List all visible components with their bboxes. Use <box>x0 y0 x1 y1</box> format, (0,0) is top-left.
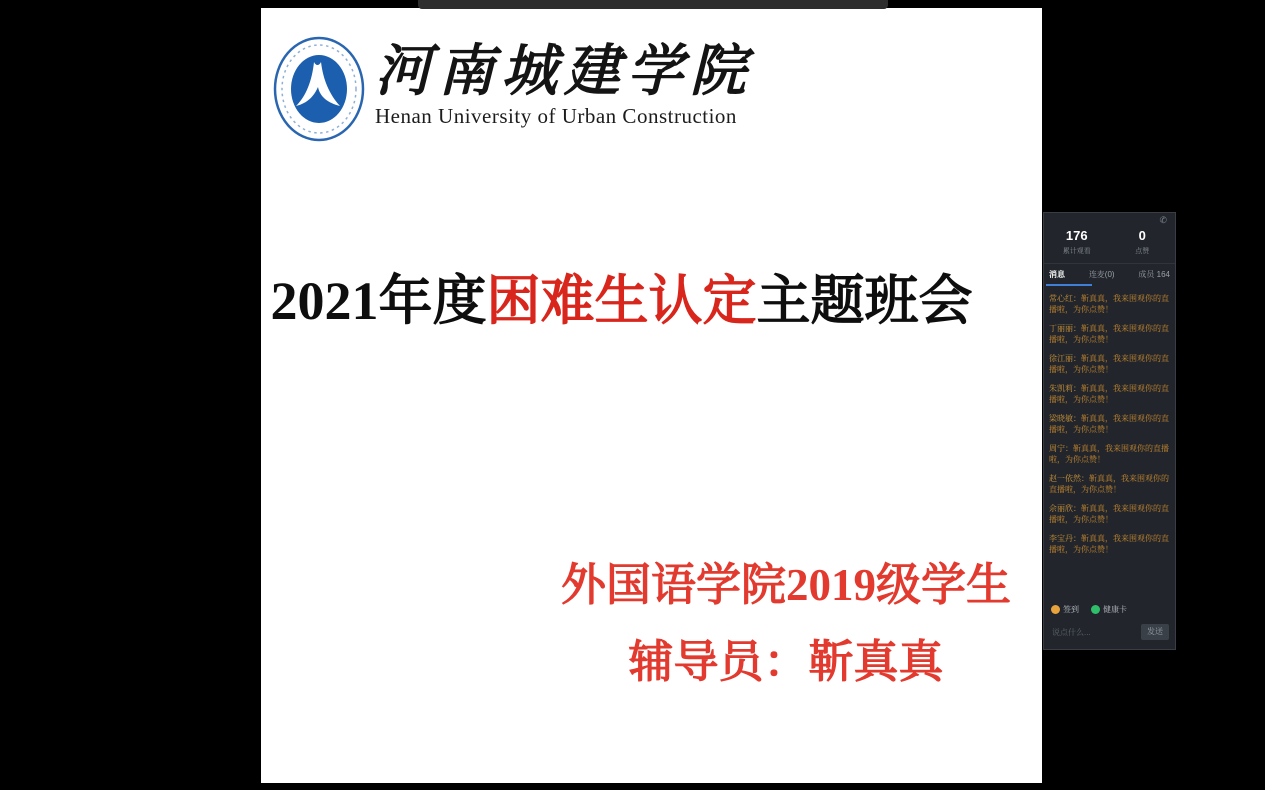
stream-stats <box>1044 228 1175 264</box>
stat-total-viewers-value: 176 <box>1065 228 1088 243</box>
panel-tabs <box>1044 264 1175 280</box>
collapsed-toolbar-strip[interactable] <box>418 0 888 9</box>
stat-likes-value: 0 <box>1138 228 1146 243</box>
chat-input-bar <box>1044 621 1175 649</box>
signin-dot-icon <box>1051 605 1060 614</box>
chat-message-list[interactable] <box>1044 286 1175 602</box>
chat-message: 徐江丽：靳真真，我来围观你的直播啦，为你点赞！ <box>1049 354 1169 375</box>
livestream-chat-panel <box>1043 212 1176 650</box>
stat-likes <box>1110 229 1176 256</box>
university-seal-icon <box>273 36 365 147</box>
university-name-calligraphy: 河南城建学院 <box>375 41 753 103</box>
university-name-english: Henan University of Urban Construction <box>375 104 737 128</box>
stat-total-viewers-label: 累计观看 <box>1062 248 1091 256</box>
chat-message: 佘丽欣：靳真真，我来围观你的直播啦，为你点赞！ <box>1049 504 1169 525</box>
chat-message: 丁丽丽：靳真真，我来围观你的直播啦，为你点赞！ <box>1049 324 1169 345</box>
chat-message: 梁晓敏：靳真真，我来围观你的直播啦，为你点赞！ <box>1049 414 1169 435</box>
slide-title-part2-red: 困难生认定 <box>486 271 757 331</box>
slide-title-part3: 主题班会 <box>756 271 973 331</box>
university-logo <box>273 36 753 147</box>
presentation-slide <box>261 8 1042 783</box>
tab-mic-connect[interactable]: 连麦(0) <box>1088 270 1115 280</box>
tab-messages[interactable]: 消息 <box>1049 270 1065 280</box>
quick-action-healthcard-label: 健康卡 <box>1103 605 1127 614</box>
chat-input[interactable] <box>1050 627 1137 638</box>
quick-action-signin[interactable] <box>1051 604 1079 615</box>
quick-action-healthcard[interactable] <box>1091 604 1127 615</box>
slide-footer <box>541 560 1031 687</box>
phone-handset-icon[interactable]: ✆ <box>1159 215 1167 225</box>
send-button[interactable]: 发送 <box>1141 624 1169 640</box>
slide-title <box>261 258 1042 335</box>
quick-actions <box>1044 602 1175 621</box>
chat-message: 赵一依然：靳真真，我来围观你的直播啦，为你点赞！ <box>1049 474 1169 495</box>
stat-likes-label: 点赞 <box>1135 248 1150 256</box>
chat-message: 朱凯莉：靳真真，我来围观你的直播啦，为你点赞！ <box>1049 384 1169 405</box>
slide-title-part1: 2021年度 <box>270 271 487 331</box>
quick-action-signin-label: 签到 <box>1063 605 1079 614</box>
slide-footer-counselor-line: 辅导员：靳真真 <box>628 637 944 687</box>
chat-message: 李宝丹：靳真真，我来围观你的直播啦，为你点赞！ <box>1049 534 1169 555</box>
panel-top-strip <box>1044 213 1175 228</box>
stat-total-viewers <box>1044 229 1110 256</box>
healthcard-dot-icon <box>1091 605 1100 614</box>
chat-message: 周宁：靳真真，我来围观你的直播啦，为你点赞！ <box>1049 444 1169 465</box>
chat-message: 常心红：靳真真，我来围观你的直播啦，为你点赞！ <box>1049 294 1169 315</box>
slide-footer-class-line: 外国语学院2019级学生 <box>560 560 1011 610</box>
tab-members[interactable]: 成员 164 <box>1138 270 1170 280</box>
